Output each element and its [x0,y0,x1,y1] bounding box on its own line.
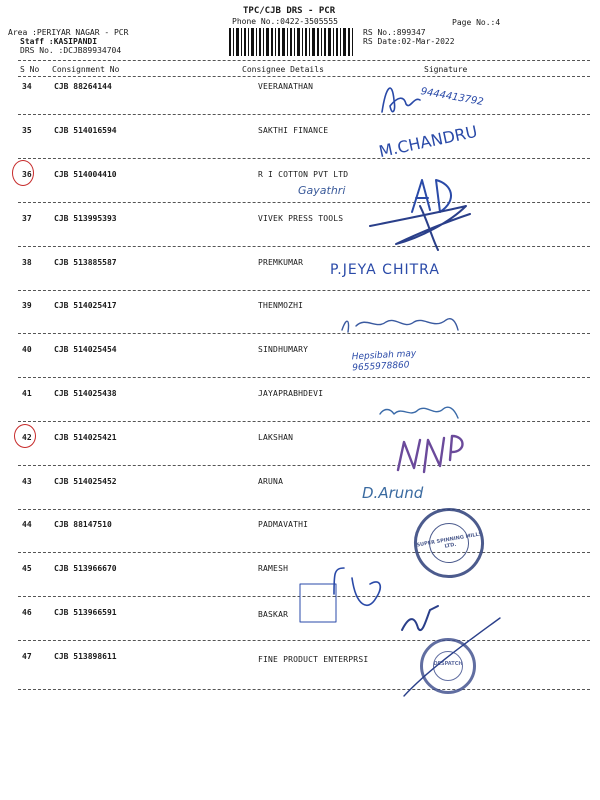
row-divider [18,552,590,553]
row-divider [18,596,590,597]
row-consignee: FINE PRODUCT ENTERPRSI [258,655,369,664]
row-divider [18,421,590,422]
row-consignment: CJB 513966591 [54,608,117,617]
drs-number: DRS No. :DCJB89934704 [20,46,122,55]
row-sno: 37 [22,214,32,223]
row-sno: 41 [22,389,32,398]
signature-45-box [300,584,336,622]
row-consignment: CJB 514025438 [54,389,117,398]
row-sno: 36 [22,170,32,179]
signature-34-scribble [382,88,420,112]
signature-43: D.Arund [362,484,424,502]
row-consignee: JAYAPRABHDEVI [258,389,324,398]
company-stamp-47 [420,638,476,694]
row-divider [18,202,590,203]
row-consignment: CJB 88147510 [54,520,112,529]
row-consignment: CJB 514016594 [54,126,117,135]
stamp-44-text: SUPER SPINNING MILLS LTD. [416,531,483,550]
signature-36: Gayathri [298,184,346,197]
signature-40: Hepsibah may 9655978860 [351,348,417,374]
red-circle-mark-36 [12,160,34,186]
row-consignee: ARUNA [258,477,284,486]
row-consignment: CJB 513995393 [54,214,117,223]
column-divider [18,76,590,77]
row-consignment: CJB 513898611 [54,652,117,661]
company-stamp-44 [408,502,489,583]
signature-34-number: 9444413792 [419,86,485,109]
row-divider [18,158,590,159]
row-sno: 38 [22,258,32,267]
row-divider [18,333,590,334]
row-sno: 46 [22,608,32,617]
row-divider [18,509,590,510]
col-consignee: Consignee Details [242,65,324,74]
col-signature: Signature [424,65,468,74]
signature-45-scribble [334,568,380,605]
row-divider [18,640,590,641]
row-consignment: CJB 513966670 [54,564,117,573]
row-consignment: CJB 514025454 [54,345,117,354]
row-consignee: SAKTHI FINANCE [258,126,329,135]
row-consignee: VEERANATHAN [258,82,314,91]
row-consignment: CJB 88264144 [54,82,112,91]
signature-38: P.JEYA CHITRA [330,262,440,278]
row-consignee: THENMOZHI [258,301,304,310]
signature-39-scribble [342,319,458,332]
row-divider [18,465,590,466]
page-number: Page No.:4 [452,18,501,27]
signature-46-scribble [402,606,438,630]
col-consignment: Consignment No [52,65,120,74]
rs-date: RS Date:02-Mar-2022 [363,37,455,46]
row-consignment: CJB 514025452 [54,477,117,486]
row-consignee: PADMAVATHI [258,520,309,529]
row-consignee: RAMESH [258,564,289,573]
row-divider [18,246,590,247]
header-divider [18,60,590,61]
row-consignee: VIVEK PRESS TOOLS [258,214,344,223]
red-circle-mark-42 [14,424,36,448]
row-consignee: LAKSHAN [258,433,294,442]
signature-41-scribble [380,407,458,418]
col-sno: S No [20,65,40,74]
row-sno: 44 [22,520,32,529]
row-sno: 43 [22,477,32,486]
stamp-47-text: DESPATCH [433,661,463,667]
row-sno: 39 [22,301,32,310]
row-consignment: CJB 514004410 [54,170,117,179]
row-divider [18,290,590,291]
staff-label: Staff :KASIPANDI [20,37,98,46]
row-sno: 45 [22,564,32,573]
phone-number: Phone No.:0422-3505555 [232,17,338,26]
signature-42-initials [398,436,463,472]
row-divider [18,114,590,115]
row-sno: 34 [22,82,32,91]
row-consignee: PREMKUMAR [258,258,304,267]
row-sno: 35 [22,126,32,135]
row-consignee: BASKAR [258,610,289,619]
rs-number: RS No.:899347 [363,28,426,37]
row-consignment: CJB 514025421 [54,433,117,442]
row-sno: 47 [22,652,32,661]
row-sno: 42 [22,433,32,442]
signature-35: M.CHANDRU [377,121,480,162]
signature-36-initials [412,180,451,212]
row-divider [18,377,590,378]
signature-37-scribble [370,206,470,250]
row-divider [18,689,590,690]
document-title: TPC/CJB DRS - PCR [243,6,336,16]
row-consignment: CJB 513885587 [54,258,117,267]
row-consignee: SINDHUMARY [258,345,309,354]
row-sno: 40 [22,345,32,354]
area-label: Area :PERIYAR NAGAR - PCR [8,28,129,37]
row-consignment: CJB 514025417 [54,301,117,310]
row-consignee: R I COTTON PVT LTD [258,170,349,179]
